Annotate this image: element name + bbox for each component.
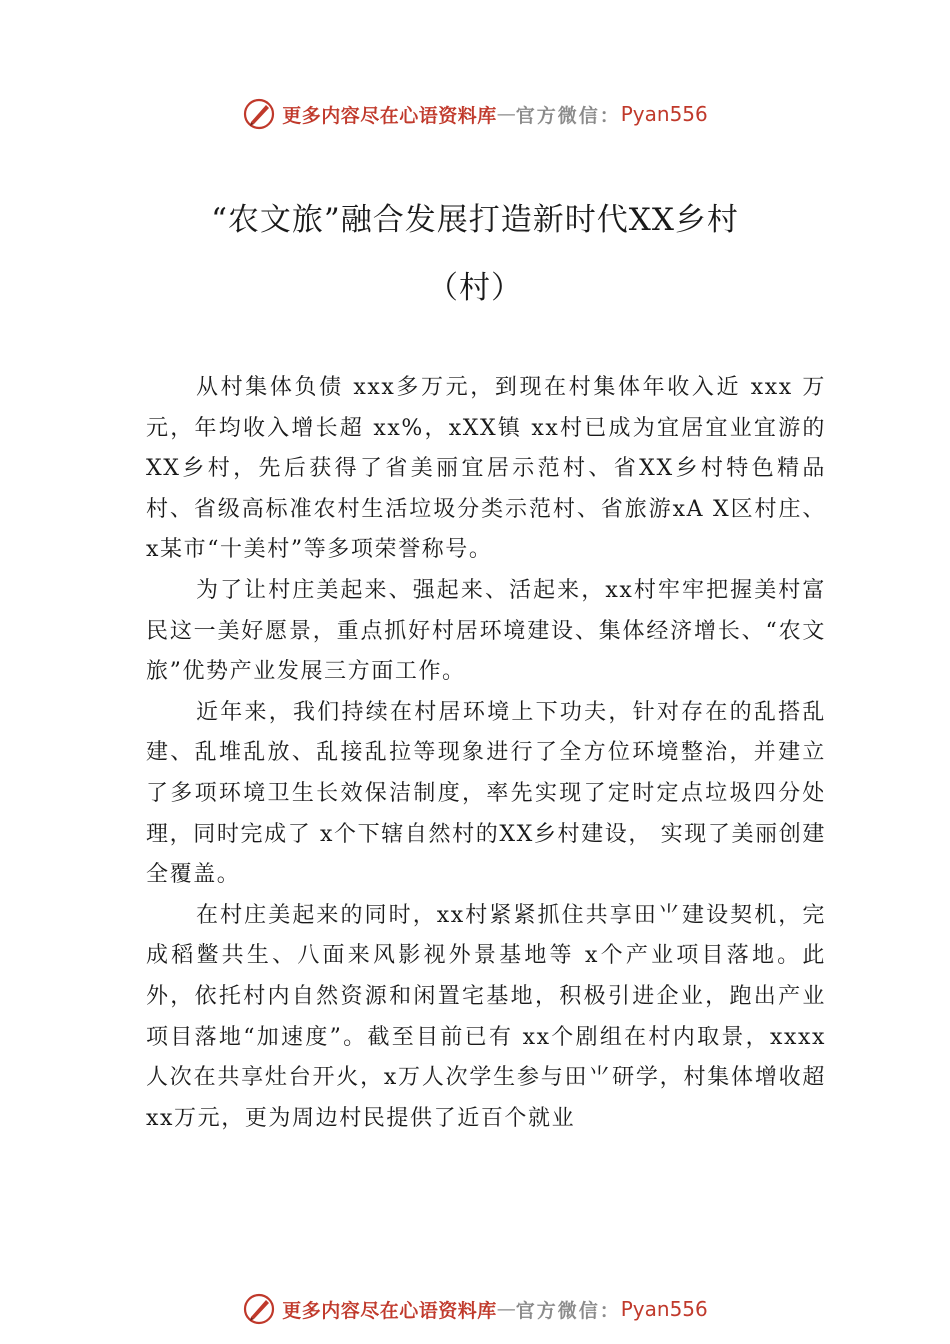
document-title-line1: “农文旅”融合发展打造新时代XX乡村 bbox=[211, 202, 739, 238]
header-wechat-id: Pyan556 bbox=[620, 102, 708, 126]
header-banner bbox=[0, 94, 950, 134]
header-wechat-label: 官方微信： bbox=[515, 104, 621, 127]
header-dash: — bbox=[496, 103, 516, 125]
footer-wechat-id: Pyan556 bbox=[620, 1297, 708, 1321]
pen-logo-icon bbox=[242, 1292, 276, 1326]
paragraph-1: 从村集体负债 xxx多万元，到现在村集体年收入近 xxx 万元，年均收入增长超 xx%，xXX镇 xx村已成为宜居宜业宜游的XX乡村，先后获得了省美丽宜居示范村、省XX乡村特色精品村、省级高标准农村生活垃圾分类示范村、省旅游xA X区村庄、x某市“十美村”等多项荣誉称号。 bbox=[146, 375, 826, 563]
document-body bbox=[146, 368, 826, 1139]
footer-banner bbox=[0, 1289, 950, 1329]
footer-wechat-label: 官方微信： bbox=[515, 1299, 621, 1322]
footer-dash: — bbox=[496, 1298, 516, 1320]
paragraph-3: 近年来，我们持续在村居环境上下功夫，针对存在的乱搭乱建、乱堆乱放、乱接乱拉等现象进行了全方位环境整治，并建立了多项环境卫生长效保洁制度，率先实现了定时定点垃圾四分处理，同时完成了 x个下辖自然村的XX乡村建设， 实现了美丽创建全覆盖。 bbox=[146, 699, 826, 888]
header-brand-text: 更多内容尽在心语资料库 bbox=[282, 104, 497, 127]
paragraph-2: 为了让村庄美起来、强起来、活起来，xx村牢牢把握美村富民这一美好愿景，重点抓好村居环境建设、集体经济增长、“农文旅”优势产业发展三方面工作。 bbox=[146, 577, 826, 685]
paragraph-4: 在村庄美起来的同时，xx村紧紧抓住共享田⺌建设契机，完成稻鳖共生、八面来风影视外景基地等 x个产业项目落地。此外，依托村内自然资源和闲置宅基地，积极引进企业，跑出产业项目落地“加速度”。截至目前已有 xx个剧组在村内取景，xxxx人次在共享灶台开火，x万人次学生参与田⺌研学，村集体增收超 xx万元，更为周边村民提供了近百个就业 bbox=[146, 902, 826, 1131]
pen-logo-icon bbox=[242, 97, 276, 131]
footer-brand-text: 更多内容尽在心语资料库 bbox=[282, 1299, 497, 1322]
document-title-line2: （村） bbox=[427, 270, 523, 306]
